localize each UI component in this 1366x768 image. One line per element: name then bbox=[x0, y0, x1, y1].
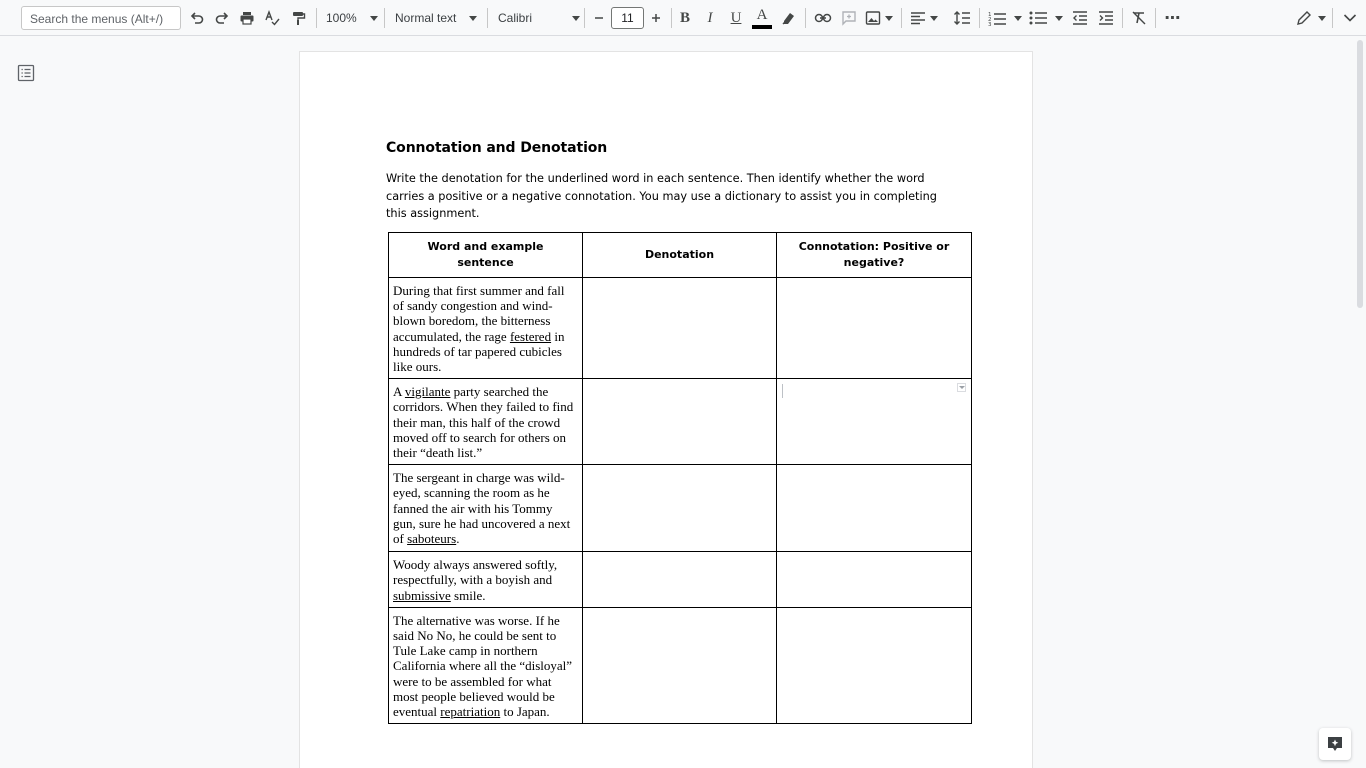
spellcheck-icon[interactable] bbox=[262, 5, 282, 31]
undo-icon[interactable] bbox=[187, 5, 207, 31]
explore-button[interactable] bbox=[1319, 728, 1351, 760]
insert-link-icon[interactable] bbox=[813, 5, 833, 31]
numbered-list-icon bbox=[988, 10, 1006, 26]
word-sentence-cell[interactable]: Woody always answered softly, respectfully, with a boyish and submissive smile. bbox=[389, 552, 583, 608]
connotation-cell[interactable] bbox=[777, 465, 972, 552]
document-page[interactable] bbox=[299, 51, 1033, 768]
word-sentence-cell[interactable]: During that first summer and fall of sandy congestion and wind-blown boredom, the bitterness accumulated, the rage festered in hundreds of tar papered cubicles like ours. bbox=[389, 278, 583, 379]
cell-menu-chevron-icon[interactable] bbox=[957, 383, 966, 392]
underlined-word: saboteurs bbox=[407, 531, 457, 547]
text-color-swatch bbox=[752, 25, 772, 29]
table-row bbox=[389, 379, 972, 465]
underlined-word: repatriation bbox=[440, 704, 501, 720]
underline-button[interactable]: U bbox=[730, 9, 742, 26]
scrollbar-thumb[interactable] bbox=[1357, 40, 1363, 308]
redo-icon[interactable] bbox=[212, 5, 232, 31]
connotation-cell[interactable] bbox=[777, 379, 972, 465]
denotation-cell[interactable] bbox=[583, 278, 777, 379]
decrease-font-size-button[interactable] bbox=[589, 5, 609, 31]
paragraph-style-select[interactable]: Normal text bbox=[395, 5, 477, 31]
clear-formatting-icon[interactable] bbox=[1129, 5, 1149, 31]
column-header-denotation[interactable]: Denotation bbox=[583, 233, 777, 278]
chevron-down-icon bbox=[885, 16, 893, 21]
more-options-icon[interactable]: ⋯ bbox=[1164, 10, 1182, 27]
word-sentence-cell[interactable]: The alternative was worse. If he said No No, he could be sent to Tule Lake camp in northern California where all the “disloyal” were to be assembled for what most people believed would be eventual repatriation to Japan. bbox=[389, 607, 583, 723]
document-instructions: Write the denotation for the underlined word in each sentence. Then identify whether the word carries a positive or a negative connotation. You may use a dictionary to assist you in completing this assignment. bbox=[386, 172, 937, 220]
font-size-input[interactable]: 11 bbox=[611, 7, 644, 29]
image-icon bbox=[865, 10, 881, 26]
word-sentence-cell[interactable]: The sergeant in charge was wild-eyed, scanning the room as he fanned the air with his Tommy gun, sure he had uncovered a next of saboteurs. bbox=[389, 465, 583, 552]
add-comment-icon[interactable] bbox=[839, 5, 859, 31]
collapse-menus-icon[interactable] bbox=[1340, 5, 1360, 31]
word-sentence-cell[interactable]: A vigilante party searched the corridors. When they failed to find their man, this half of the crowd moved off to search for others on their “death list.” bbox=[389, 379, 583, 465]
bold-button[interactable]: B bbox=[679, 9, 690, 26]
denotation-cell[interactable] bbox=[583, 465, 777, 552]
italic-button[interactable]: I bbox=[707, 9, 713, 26]
connotation-cell[interactable] bbox=[777, 607, 972, 723]
chevron-down-icon bbox=[469, 16, 477, 21]
chevron-down-icon bbox=[1055, 16, 1063, 21]
underlined-word: vigilante bbox=[404, 384, 451, 400]
denotation-cell[interactable] bbox=[583, 552, 777, 608]
line-spacing-icon[interactable] bbox=[952, 5, 972, 31]
pencil-icon bbox=[1296, 10, 1312, 26]
numbered-list-button[interactable] bbox=[988, 5, 1022, 31]
table-row bbox=[389, 607, 972, 723]
bulleted-list-button[interactable] bbox=[1029, 5, 1063, 31]
chevron-down-icon bbox=[370, 16, 378, 21]
underlined-word: submissive bbox=[393, 587, 451, 603]
print-icon[interactable] bbox=[237, 5, 257, 31]
column-header-word[interactable]: Word and example sentence bbox=[389, 233, 583, 278]
denotation-cell[interactable] bbox=[583, 379, 777, 465]
denotation-cell[interactable] bbox=[583, 607, 777, 723]
svg-text:1: 1 bbox=[988, 12, 992, 18]
zoom-select[interactable]: 100% bbox=[326, 5, 378, 31]
chevron-down-icon bbox=[930, 16, 938, 21]
underlined-word: festered bbox=[509, 328, 552, 344]
table-row bbox=[389, 465, 972, 552]
align-left-icon bbox=[910, 11, 926, 25]
svg-text:3: 3 bbox=[988, 22, 992, 26]
document-title: Connotation and Denotation bbox=[386, 140, 608, 156]
chevron-down-icon bbox=[1318, 16, 1326, 21]
decrease-indent-icon[interactable] bbox=[1070, 5, 1090, 31]
toolbar bbox=[0, 0, 1366, 36]
chevron-down-icon bbox=[572, 16, 580, 21]
chevron-down-icon bbox=[1014, 16, 1022, 21]
connotation-cell[interactable] bbox=[777, 552, 972, 608]
increase-indent-icon[interactable] bbox=[1096, 5, 1116, 31]
table-header-row bbox=[389, 233, 972, 278]
highlight-color-icon[interactable] bbox=[779, 5, 799, 31]
text-cursor bbox=[782, 384, 783, 398]
assignment-table bbox=[388, 232, 972, 724]
search-menus-input[interactable]: Search the menus (Alt+/) bbox=[21, 6, 181, 30]
editing-mode-select[interactable] bbox=[1296, 5, 1326, 31]
column-header-connotation[interactable]: Connotation: Positive or negative? bbox=[777, 233, 972, 278]
table-row bbox=[389, 552, 972, 608]
paint-format-icon[interactable] bbox=[288, 5, 308, 31]
explore-icon bbox=[1326, 735, 1344, 753]
increase-font-size-button[interactable] bbox=[646, 5, 666, 31]
text-color-button[interactable]: A bbox=[751, 5, 773, 31]
table-row bbox=[389, 278, 972, 379]
font-select[interactable]: Calibri bbox=[498, 5, 580, 31]
insert-image-button[interactable] bbox=[865, 5, 893, 31]
align-select[interactable] bbox=[910, 5, 938, 31]
svg-text:2: 2 bbox=[988, 17, 992, 23]
bulleted-list-icon bbox=[1029, 10, 1047, 26]
document-outline-icon[interactable] bbox=[17, 64, 35, 82]
connotation-cell[interactable] bbox=[777, 278, 972, 379]
